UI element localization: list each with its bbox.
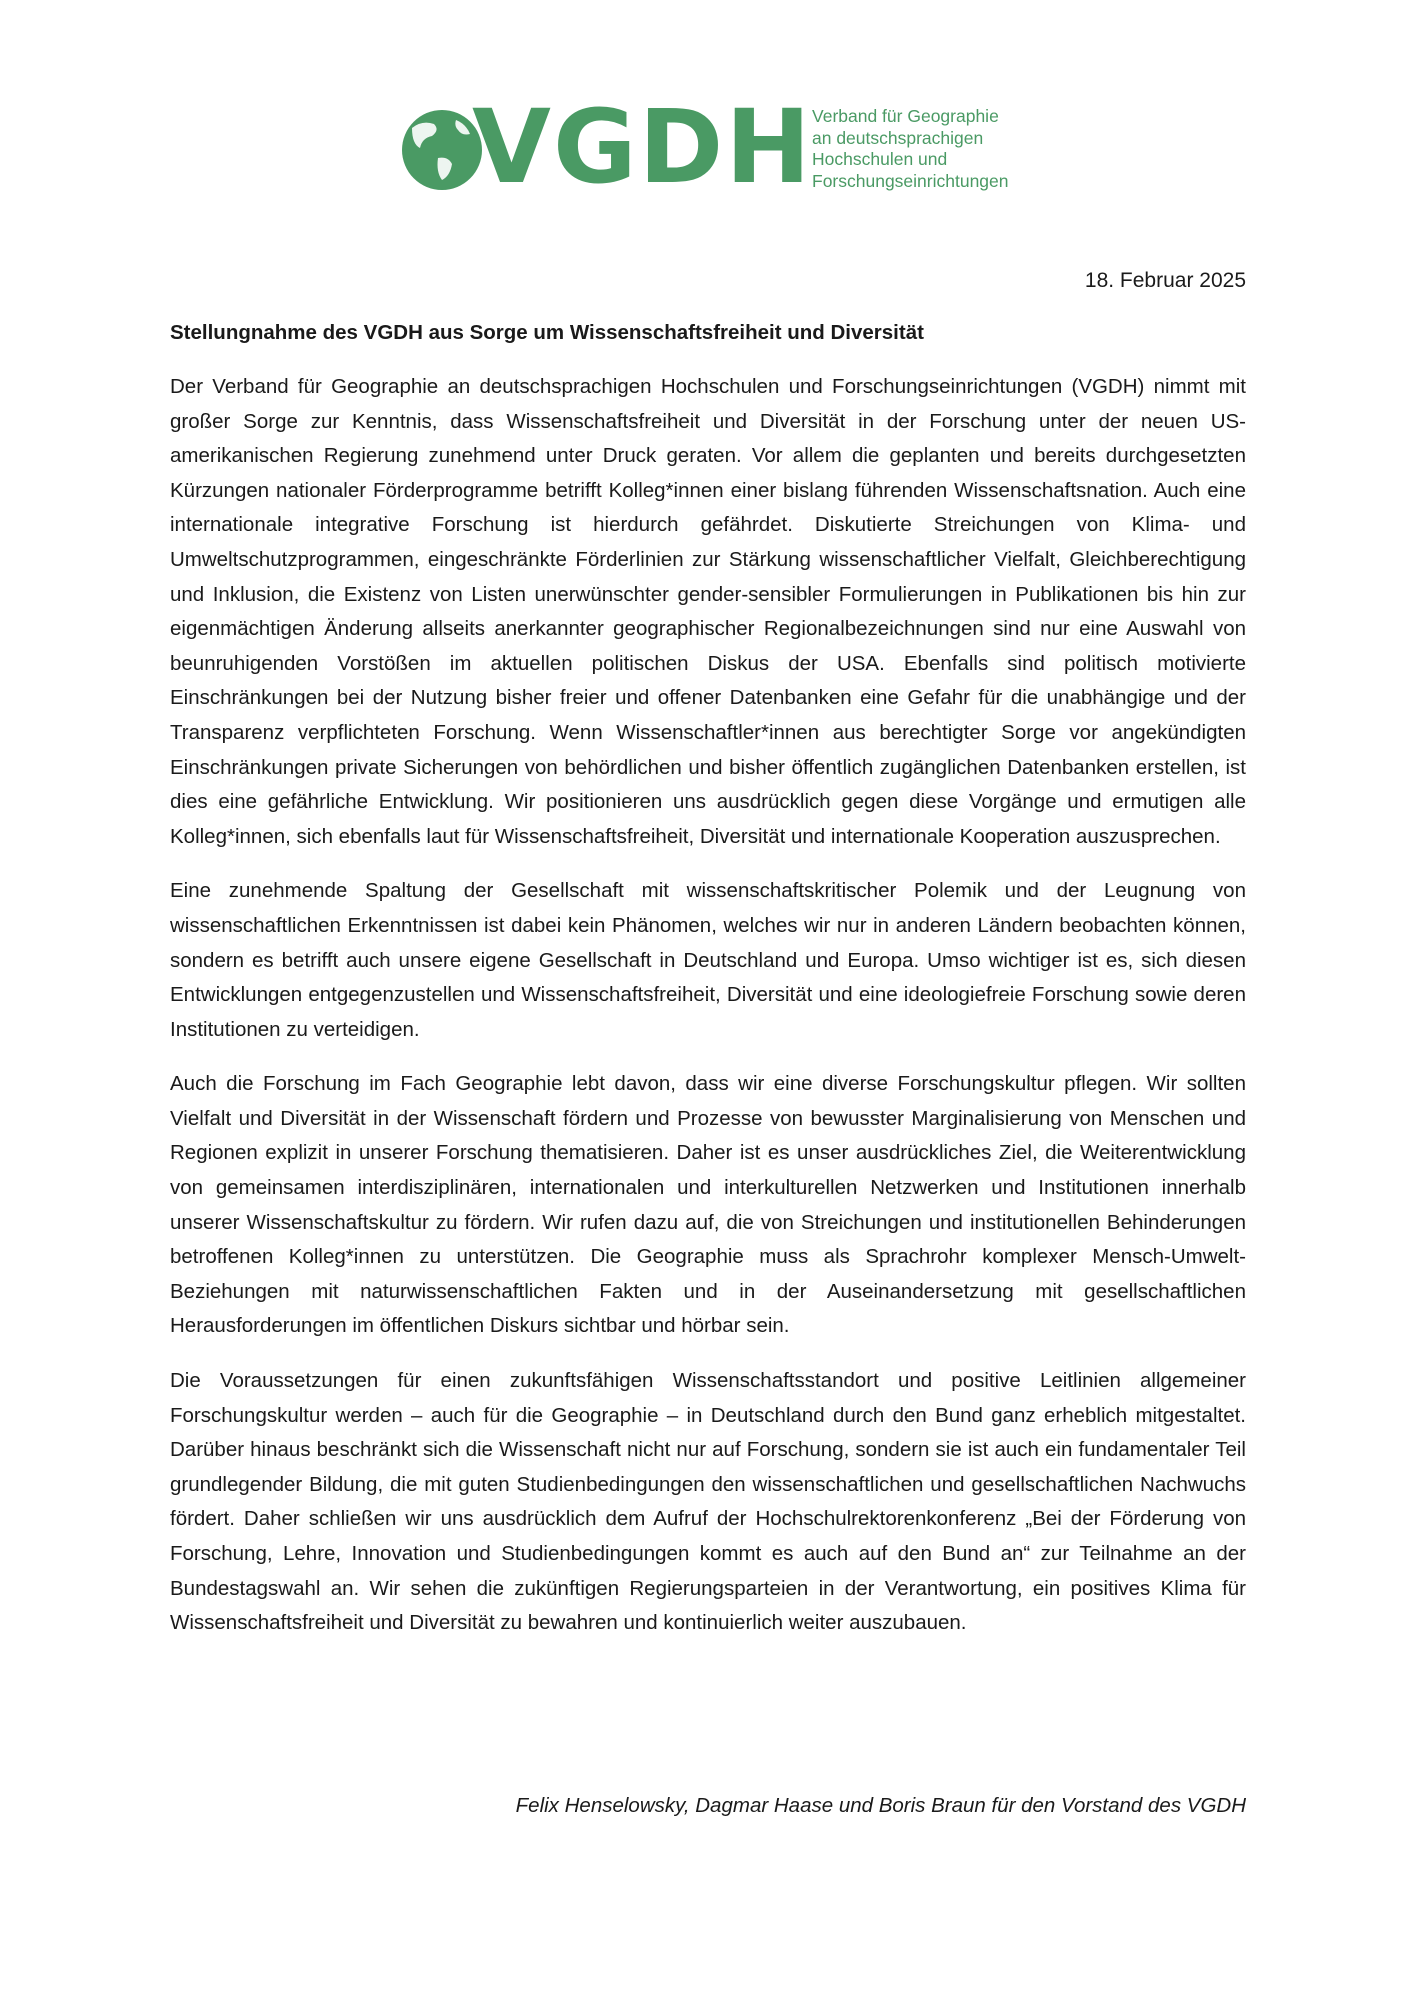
globe-icon [398,98,482,198]
logo-subtitle-line: Forschungseinrichtungen [812,170,1009,191]
document-body [170,370,1246,1661]
document-date: 18. Februar 2025 [1084,269,1246,292]
vgdh-logo [398,88,1038,207]
logo-wordmark: VGDH [472,88,813,207]
document-title: Stellungnahme des VGDH aus Sorge um Wissenschaftsfreiheit und Diversität [170,321,924,344]
body-paragraph: Auch die Forschung im Fach Geographie lebt davon, dass wir eine diverse Forschungskultur pflegen. Wir sollten Vielfalt und Diversität in der Wissenschaft fördern und Prozesse von bewusster Marginalisierung von Menschen und Regionen explizit in unserer Forschung thematisieren. Daher ist es unser ausdrückliches Ziel, die Weiterentwicklung von gemeinsamen interdisziplinären, internationalen und interkulturellen Netzwerken und Institutionen innerhalb unserer Wissenschaftskultur zu fördern. Wir rufen dazu auf, die von Streichungen und institutionellen Behinderungen betroffenen Kolleg*innen zu unterstützen. Die Geographie muss als Sprachrohr komplexer Mensch-Umwelt-Beziehungen mit naturwissenschaftlichen Fakten und in der Auseinandersetzung mit gesellschaftlichen Herausforderungen im öffentlichen Diskurs sichtbar und hörbar sein. [170,1072,1246,1338]
body-paragraph: Der Verband für Geographie an deutschsprachigen Hochschulen und Forschungseinrichtungen (VGDH) nimmt mit großer Sorge zur Kenntnis, dass Wissenschaftsfreiheit und Diversität in der Forschung unter der neuen US-amerikanischen Regierung zunehmend unter Druck geraten. Vor allem die geplanten und bereits durchgesetzten Kürzungen nationaler Förderprogramme betrifft Kolleg*innen einer bislang führenden Wissenschaftsnation. Auch eine internationale integrative Forschung ist hierdurch gefährdet. Diskutierte Streichungen von Klima- und Umweltschutzprogrammen, eingeschränkte Förderlinien zur Stärkung wissenschaftlicher Vielfalt, Gleichberechtigung und Inklusion, die Existenz von Listen unerwünschter gender-sensibler Formulierungen in Publikationen bis hin zur eigenmächtigen Änderung allseits anerkannter geographischer Regionalbezeichnungen sind nur eine Auswahl von beunruhigenden Vorstößen im aktuellen politischen Diskus der USA. Ebenfalls sind politisch motivierte Einschränkungen bei der Nutzung bisher freier und offener Datenbanken eine Gefahr für die unabhängige und der Transparenz verpflichteten Forschung. Wenn Wissenschaftler*innen aus berechtigter Sorge vor angekündigten Einschränkungen private Sicherungen von behördlichen und bisher öffentlich zugänglichen Datenbanken erstellen, ist dies eine gefährliche Entwicklung. Wir positionieren uns ausdrücklich gegen diese Vorgänge und ermutigen alle Kolleg*innen, sich ebenfalls laut für Wissenschaftsfreiheit, Diversität und internationale Kooperation auszusprechen. [170,375,1246,848]
logo-subtitle [812,106,1052,192]
logo-subtitle-line: an deutschsprachigen [812,127,984,148]
logo-subtitle-line: Verband für Geographie [812,106,999,126]
signature: Felix Henselowsky, Dagmar Haase und Boris Braun für den Vorstand des VGDH [515,1794,1246,1817]
body-paragraph: Die Voraussetzungen für einen zukunftsfähigen Wissenschaftsstandort und positive Leitlinien allgemeiner Forschungskultur werden – auch für die Geographie – in Deutschland durch den Bund ganz erheblich mitgestaltet. Darüber hinaus beschränkt sich die Wissenschaft nicht nur auf Forschung, sondern sie ist auch ein fundamentaler Teil grundlegender Bildung, die mit guten Studienbedingungen den wissenschaftlichen und gesellschaftlichen Nachwuchs fördert. Daher schließen wir uns ausdrücklich dem Aufruf der Hochschulrektorenkonferenz „Bei der Förderung von Forschung, Lehre, Innovation und Studienbedingungen kommt es auch auf den Bund an“ zur Teilnahme an der Bundestagswahl an. Wir sehen die zukünftigen Regierungsparteien in der Verantwortung, ein positives Klima für Wissenschaftsfreiheit und Diversität zu bewahren und kontinuierlich weiter auszubauen. [170,1369,1246,1635]
logo-subtitle-line: Hochschulen und [812,149,948,169]
body-paragraph: Eine zunehmende Spaltung der Gesellschaft mit wissenschaftskritischer Polemik und der Leugnung von wissenschaftlichen Erkenntnissen ist dabei kein Phänomen, welches wir nur in anderen Ländern beobachten können, sondern es betrifft auch unsere eigene Gesellschaft in Deutschland und Europa. Umso wichtiger ist es, sich diesen Entwicklungen entgegenzustellen und Wissenschaftsfreiheit, Diversität und eine ideologiefreie Forschung sowie deren Institutionen zu verteidigen. [170,879,1246,1041]
